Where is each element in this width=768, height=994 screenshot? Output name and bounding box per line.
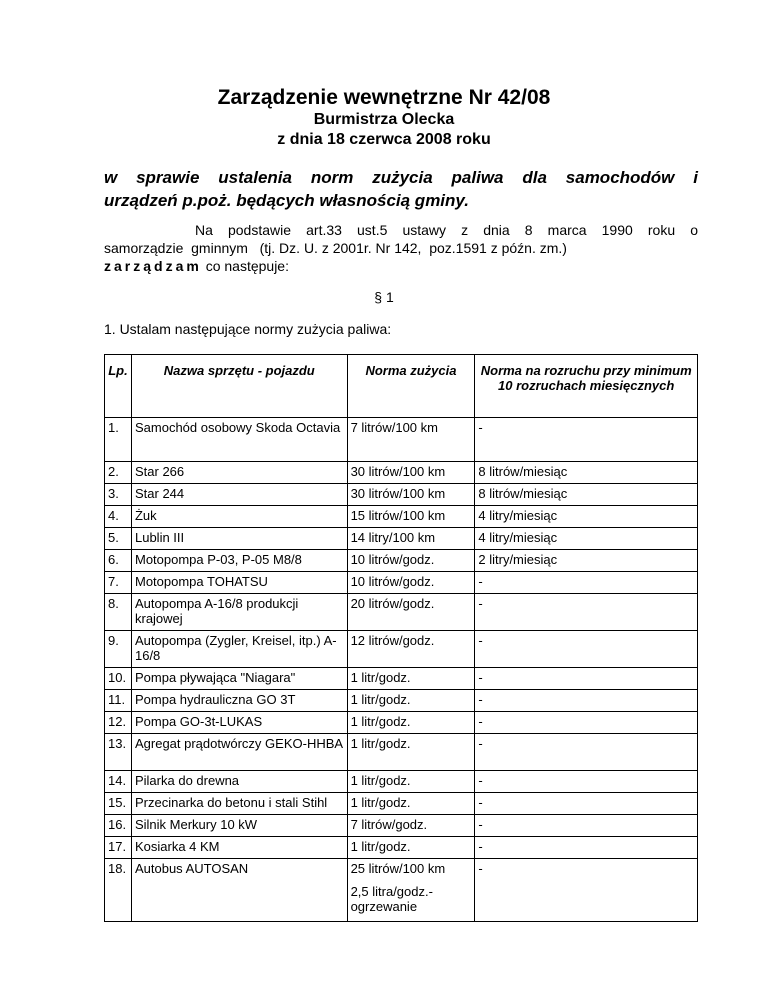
cell-name [131,690,347,712]
cell-norm-text: 30 litrów/100 km [350,464,446,479]
document-subject [104,166,698,212]
cell-start-norm-text: 4 litry/miesiąc [478,508,558,523]
cell-lp-text: 2. [108,464,119,479]
cell-name-text: Samochód osobowy Skoda Octavia [134,420,341,435]
table-row [105,418,698,462]
cell-norm [347,462,475,484]
cell-start-norm-text: - [478,839,483,854]
cell-lp [105,837,132,859]
subject-line-1: w sprawie ustalenia norm zużycia paliwa dla samochodów i [104,168,698,187]
cell-norm-text: 14 litry/100 km [350,530,436,545]
cell-norm-text: 20 litrów/godz. [350,596,435,611]
cell-lp [105,594,132,631]
cell-norm [347,572,475,594]
cell-norm-extra: 2,5 litra/godz.-ogrzewanie [350,884,433,914]
cell-start-norm-text: - [478,670,483,685]
cell-norm-text: 1 litr/godz. [350,714,411,729]
cell-start-norm [475,484,698,506]
cell-lp-text: 7. [108,574,119,589]
cell-lp [105,550,132,572]
cell-start-norm [475,771,698,793]
cell-name-text: Autobus AUTOSAN [134,861,249,876]
cell-norm [347,506,475,528]
cell-lp [105,528,132,550]
cell-name [131,528,347,550]
cell-name-text: Autopompa A-16/8 produkcji krajowej [134,596,299,626]
cell-name [131,668,347,690]
cell-start-norm [475,859,698,922]
cell-name-text: Pompa hydrauliczna GO 3T [134,692,296,707]
basis-line-1: Na podstawie art.33 ust.5 ustawy z dnia 8 marca 1990 roku o [195,222,698,238]
cell-start-norm [475,631,698,668]
cell-lp-text: 13. [108,736,127,751]
cell-name-text: Star 266 [134,464,185,479]
cell-start-norm-text: 4 litry/miesiąc [478,530,558,545]
cell-lp-text: 8. [108,596,119,611]
cell-norm-text: 1 litr/godz. [350,839,411,854]
cell-name [131,793,347,815]
cell-lp-text: 15. [108,795,127,810]
cell-norm [347,484,475,506]
cell-name-text: Pompa pływająca "Niagara" [134,670,296,685]
cell-norm [347,793,475,815]
cell-lp-text: 12. [108,714,127,729]
document-title: Zarządzenie wewnętrzne Nr 42/08 [217,86,551,109]
cell-start-norm-text: - [478,861,483,876]
cell-norm-text: 30 litrów/100 km [350,486,446,501]
cell-start-norm [475,550,698,572]
document-subtitle-date: z dnia 18 czerwca 2008 roku [277,131,491,148]
cell-name [131,771,347,793]
cell-start-norm-text: 2 litry/miesiąc [478,552,558,567]
cell-start-norm [475,594,698,631]
cell-start-norm [475,712,698,734]
cell-norm [347,668,475,690]
cell-norm-text: 7 litrów/100 km [350,420,438,435]
cell-lp-text: 11. [108,692,126,707]
cell-name [131,734,347,771]
table-row [105,712,698,734]
cell-name-text: Lublin III [134,530,185,545]
cell-start-norm-text: - [478,736,483,751]
cell-norm [347,734,475,771]
header-norm: Norma zużycia [347,355,475,418]
cell-start-norm-text: - [478,795,483,810]
cell-lp-text: 17. [108,839,127,854]
cell-norm [347,631,475,668]
cell-norm-text: 1 litr/godz. [350,670,411,685]
cell-name-text: Żuk [134,508,157,523]
cell-lp [105,668,132,690]
table-row [105,594,698,631]
cell-start-norm [475,793,698,815]
cell-lp-text: 4. [108,508,119,523]
table-row [105,815,698,837]
header-start-norm: Norma na rozruchu przy minimum 10 rozruchach miesięcznych [475,355,698,418]
cell-name [131,506,347,528]
cell-name [131,594,347,631]
table-row [105,734,698,771]
cell-lp [105,793,132,815]
table-row [105,506,698,528]
cell-norm [347,712,475,734]
cell-lp-text: 6. [108,552,119,567]
intro-text: 1. Ustalam następujące normy zużycia paliwa: [104,321,392,337]
cell-norm-text: 7 litrów/godz. [350,817,428,832]
table-row [105,668,698,690]
fuel-norms-table [104,354,698,922]
cell-name-text: Kosiarka 4 KM [134,839,220,854]
header-lp: Lp. [105,355,132,418]
cell-lp [105,712,132,734]
table-row [105,771,698,793]
cell-name-text: Pilarka do drewna [134,773,240,788]
cell-lp [105,859,132,922]
cell-lp-text: 14. [108,773,127,788]
cell-name [131,837,347,859]
cell-start-norm-text: - [478,574,483,589]
cell-start-norm [475,668,698,690]
basis-line-3 [104,257,698,275]
table-row [105,550,698,572]
cell-name [131,418,347,462]
cell-name [131,572,347,594]
cell-lp-text: 16. [108,817,127,832]
cell-norm [347,418,475,462]
legal-basis [104,221,698,275]
cell-lp [105,734,132,771]
cell-name-text: Autopompa (Zygler, Kreisel, itp.) A-16/8 [134,633,337,663]
cell-start-norm [475,462,698,484]
cell-name-text: Pompa GO-3t-LUKAS [134,714,263,729]
cell-lp-text: 5. [108,530,119,545]
cell-start-norm-text: - [478,817,483,832]
cell-lp [105,462,132,484]
cell-lp [105,771,132,793]
cell-norm [347,690,475,712]
cell-lp [105,690,132,712]
table-row [105,837,698,859]
cell-start-norm-text: - [478,773,483,788]
cell-start-norm-text: 8 litrów/miesiąc [478,486,568,501]
cell-name [131,859,347,922]
cell-norm-text: 1 litr/godz. [350,795,411,810]
cell-name-text: Star 244 [134,486,185,501]
cell-name [131,550,347,572]
basis-spaced-word: zarządzam [104,258,202,274]
cell-lp [105,418,132,462]
table-row [105,793,698,815]
subject-line-2: urządzeń p.poż. będących własnością gminy. [104,191,469,210]
cell-norm [347,550,475,572]
cell-norm-text: 1 litr/godz. [350,736,411,751]
cell-lp [105,572,132,594]
cell-norm-text: 1 litr/godz. [350,692,411,707]
cell-lp [105,484,132,506]
cell-name-text: Silnik Merkury 10 kW [134,817,258,832]
cell-start-norm [475,837,698,859]
cell-start-norm [475,734,698,771]
cell-start-norm-text: - [478,596,483,611]
cell-lp-text: 1. [108,420,119,435]
cell-name [131,462,347,484]
table-row [105,859,698,922]
cell-lp [105,506,132,528]
cell-norm [347,528,475,550]
table-row [105,484,698,506]
cell-start-norm-text: - [478,420,483,435]
cell-name [131,484,347,506]
cell-norm [347,837,475,859]
basis-line-3-rest: co następuje: [201,258,289,274]
cell-norm-text: 25 litrów/100 km [350,861,446,876]
cell-start-norm [475,815,698,837]
table-row [105,631,698,668]
cell-norm [347,815,475,837]
cell-start-norm [475,418,698,462]
table-row [105,528,698,550]
cell-lp-text: 3. [108,486,119,501]
document-subtitle-issuer: Burmistrza Olecka [313,111,455,128]
cell-start-norm [475,528,698,550]
cell-norm [347,594,475,631]
cell-norm-text: 15 litrów/100 km [350,508,446,523]
cell-norm [347,859,475,922]
table-row [105,572,698,594]
table-body [105,418,698,922]
cell-name-text: Przecinarka do betonu i stali Stihl [134,795,328,810]
cell-start-norm [475,572,698,594]
cell-name [131,712,347,734]
cell-lp [105,815,132,837]
cell-lp-text: 9. [108,633,119,648]
cell-start-norm-text: - [478,633,483,648]
cell-name-text: Motopompa P-03, P-05 M8/8 [134,552,302,567]
cell-lp-text: 18. [108,861,127,876]
header-name: Nazwa sprzętu - pojazdu [131,355,347,418]
cell-norm-text: 1 litr/godz. [350,773,411,788]
paragraph-mark: § 1 [374,289,394,305]
cell-norm-text: 10 litrów/godz. [350,552,435,567]
cell-norm-text: 12 litrów/godz. [350,633,435,648]
cell-name [131,815,347,837]
cell-name-text: Agregat prądotwórczy GEKO-HHBA [134,736,344,751]
basis-line-2: samorządzie gminnym (tj. Dz. U. z 2001r. Nr 142, poz.1591 z późn. zm.) [104,240,567,256]
cell-lp-text: 10. [108,670,127,685]
table-row [105,690,698,712]
cell-name [131,631,347,668]
cell-start-norm-text: 8 litrów/miesiąc [478,464,568,479]
cell-norm [347,771,475,793]
cell-start-norm [475,690,698,712]
cell-start-norm-text: - [478,714,483,729]
cell-start-norm [475,506,698,528]
cell-start-norm-text: - [478,692,483,707]
cell-norm-text: 10 litrów/godz. [350,574,435,589]
cell-lp [105,631,132,668]
cell-name-text: Motopompa TOHATSU [134,574,268,589]
table-header-row [105,355,698,418]
table-row [105,462,698,484]
